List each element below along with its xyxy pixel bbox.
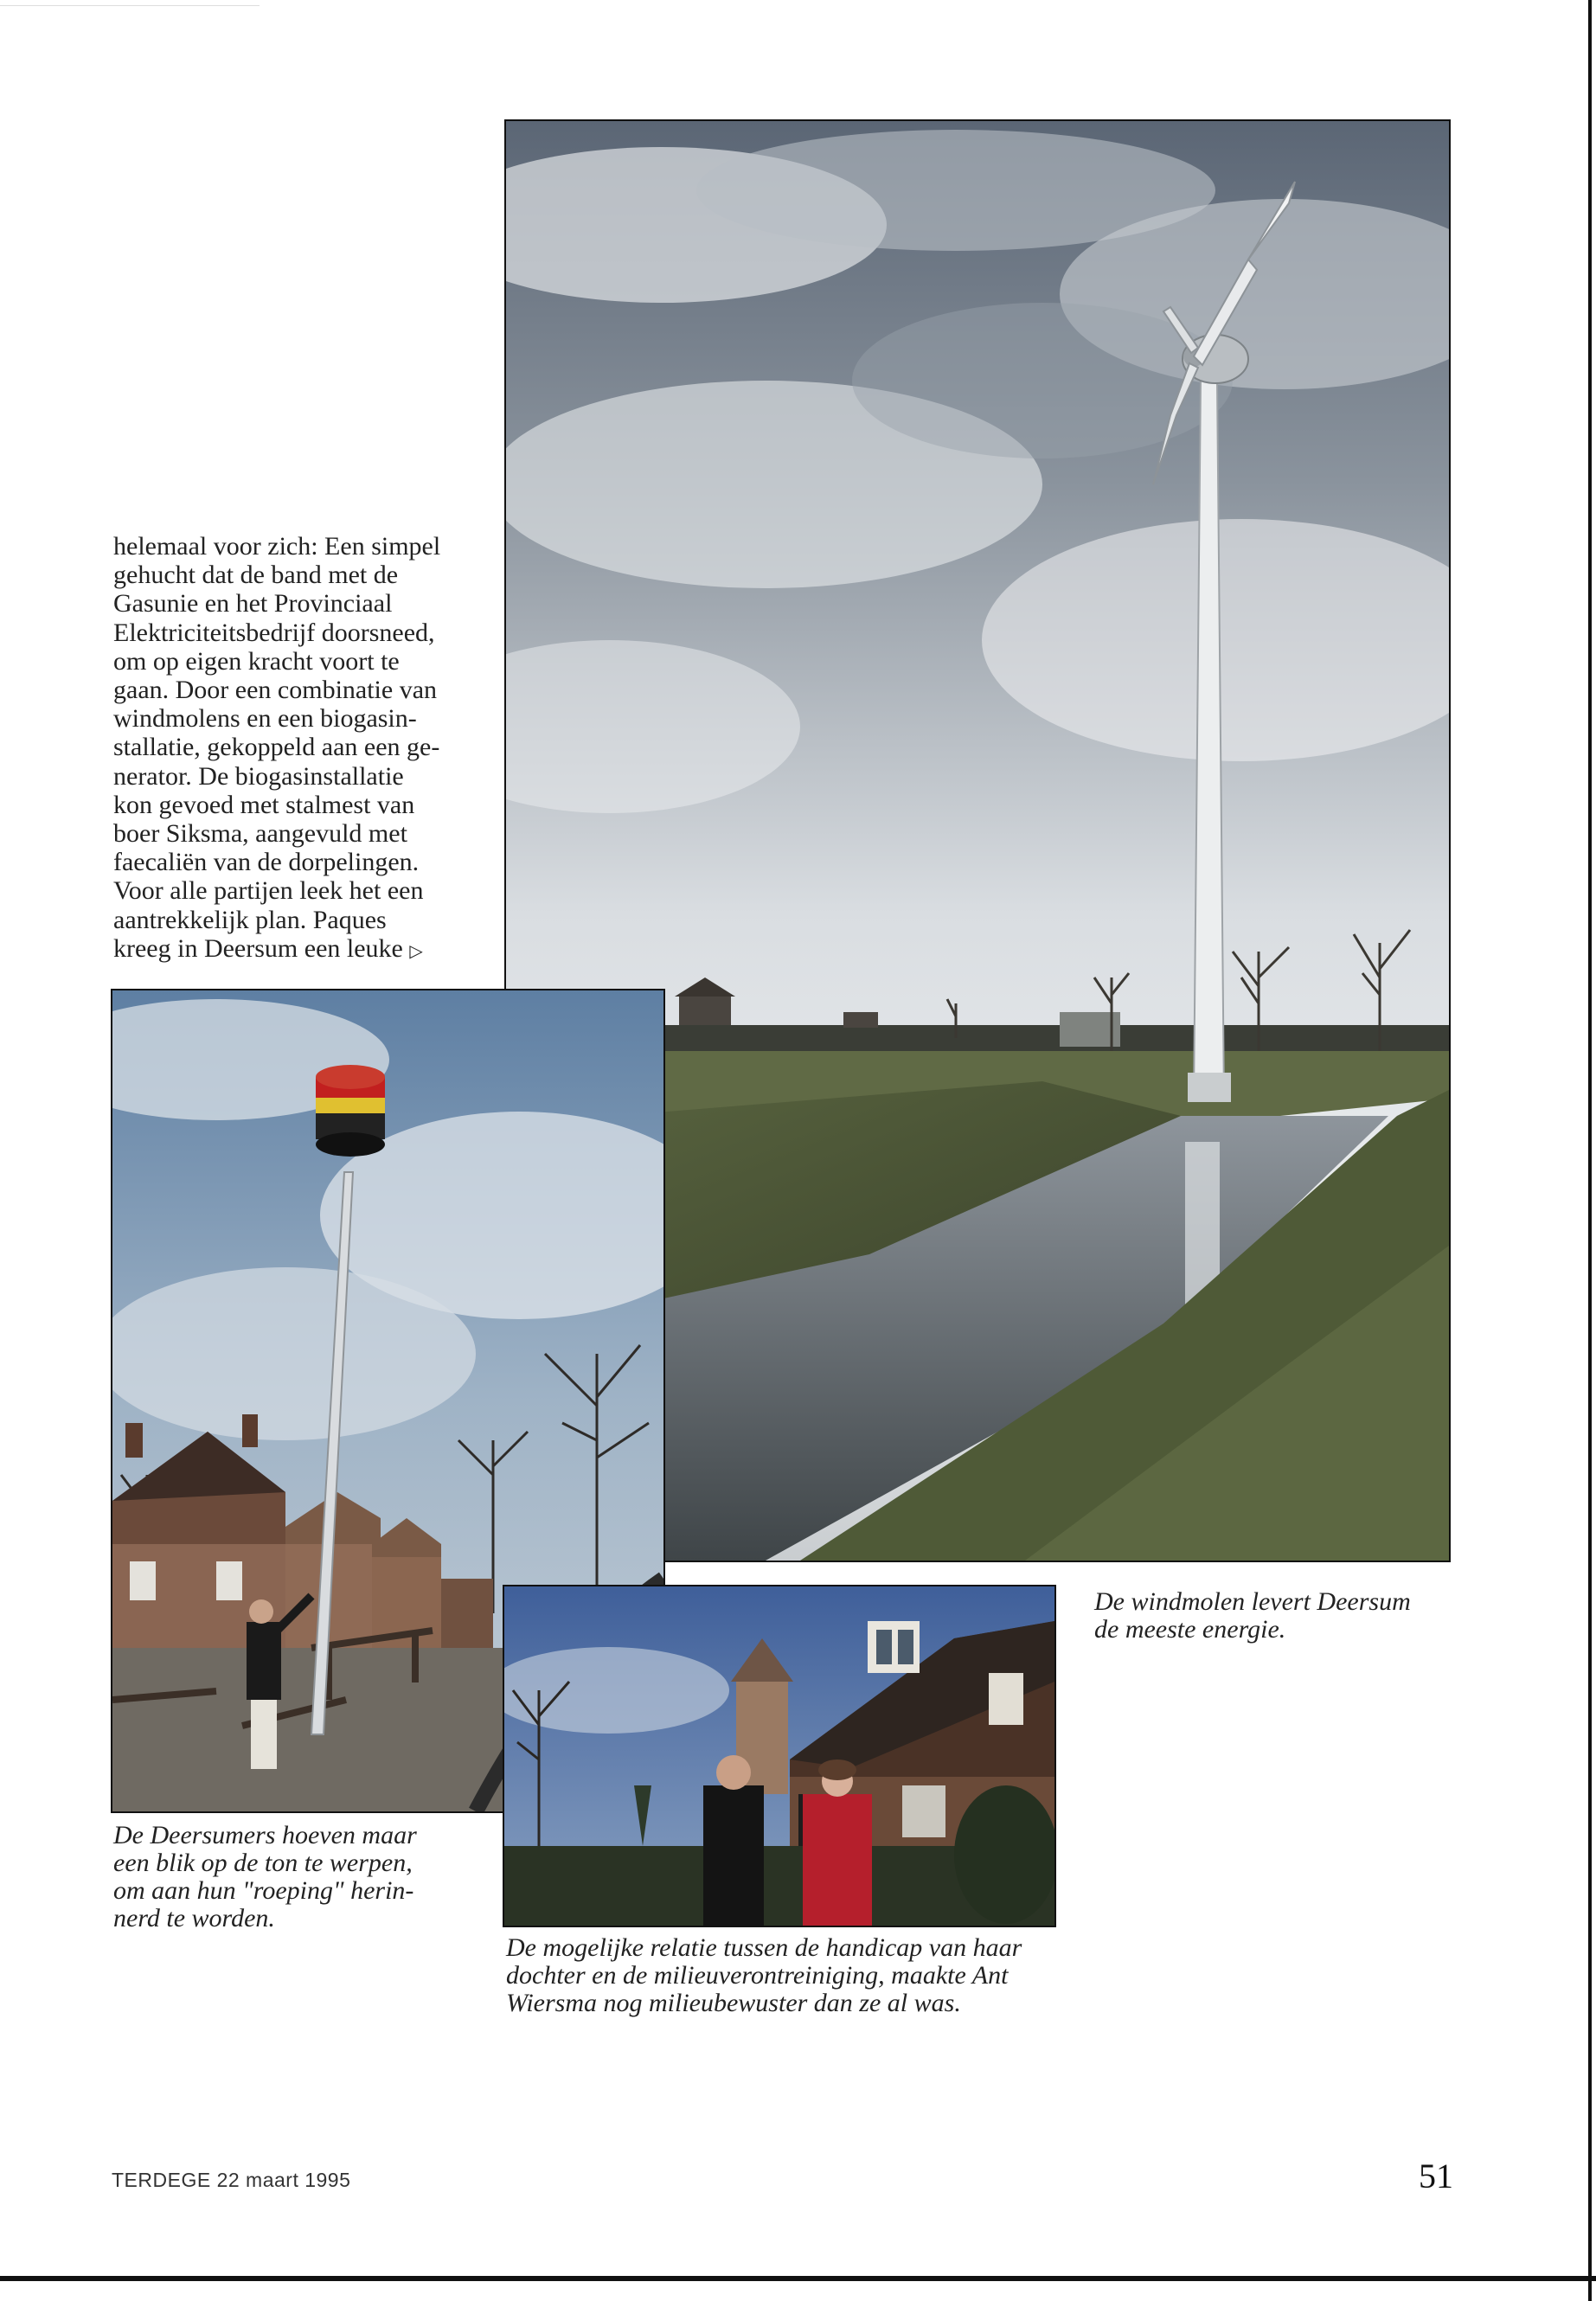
text-line: Gasunie en het Provinciaal [113,589,393,619]
text-line: om op eigen kracht voort te [113,646,400,676]
windmill-caption [1094,1588,1440,1644]
text-line: aantrekkelijk plan. Paques [113,905,387,934]
continue-arrow-icon: ▷ [409,939,423,961]
caption-line: een blik op de ton te werpen, [113,1849,413,1877]
caption-line: Wiersma nog milieubewuster dan ze al was. [506,1989,961,2017]
couple-caption [506,1934,1060,2017]
page-number: 51 [1419,2157,1453,2195]
bottom-page-edge [0,2276,1596,2281]
caption-line: de meeste energie. [1094,1615,1286,1644]
caption-line: dochter en de milieuverontreiniging, maakte Ant [506,1961,1009,1990]
caption-line: De Deersumers hoeven maar [113,1821,417,1849]
text-line: nerator. De biogasinstallatie [113,761,404,791]
couple-photo [503,1585,1056,1927]
caption-line: De mogelijke relatie tussen de handicap van haar [506,1933,1022,1962]
text-line: faecaliën van de dorpelingen. [113,848,420,877]
text-line: boer Siksma, aangevuld met [113,819,407,849]
text-line-content: kreeg in Deersum een leuke [113,933,403,963]
text-line: helemaal voor zich: Een simpel [113,532,441,561]
text-line: Elektriciteitsbedrijf doorsneed, [113,618,435,647]
text-line: kon gevoed met stalmest van [113,790,415,819]
text-line [113,934,468,965]
caption-line: nerd te worden. [113,1904,275,1932]
text-line: windmolens en een biogasin- [113,704,417,734]
article-body-text [113,532,468,965]
top-edge-line [0,5,260,6]
caption-line: De windmolen levert Deersum [1094,1587,1411,1616]
text-line: gaan. Door een combinatie van [113,676,438,705]
text-line: gehucht dat de band met de [113,561,399,590]
text-line: stallatie, gekoppeld aan een ge- [113,733,440,762]
right-page-edge [1588,0,1592,2301]
magazine-footer: TERDEGE 22 maart 1995 [112,2169,351,2191]
caption-line: om aan hun "roeping" herin- [113,1876,414,1905]
pole-caption [113,1822,494,1932]
text-line: Voor alle partijen leek het een [113,876,424,906]
